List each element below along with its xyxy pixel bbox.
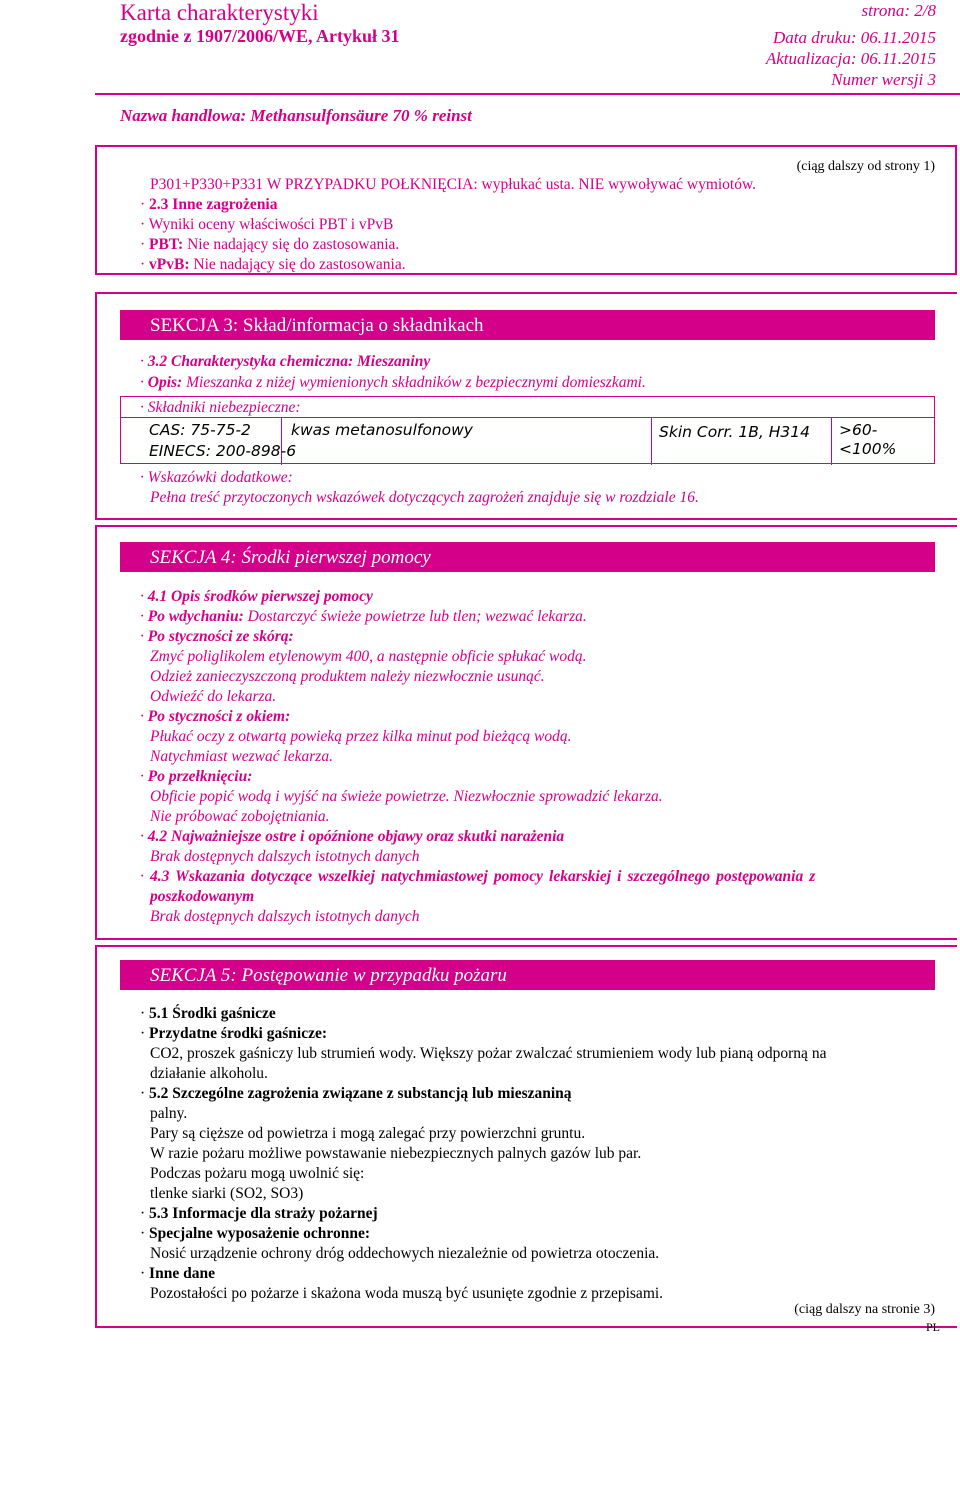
heading-5-1: · 5.1 Środki gaśnicze [140, 1005, 276, 1022]
section-3-title-bar [120, 310, 935, 340]
skin-label: · Po styczności ze skórą: [140, 628, 294, 645]
p301-statement: P301+P330+P331 W PRZYPADKU POŁKNIĘCIA: wypłukać usta. NIE wywoływać wymiotów. [150, 176, 757, 193]
heading-5-2: · 5.2 Szczególne zagrożenia związane z substancją lub mieszaniną [140, 1085, 572, 1102]
swallow-label: · Po przełknięciu: [140, 768, 253, 785]
heading-4-3-text: Brak dostępnych dalszych istotnych danych [150, 908, 420, 925]
section-4-title: SEKCJA 4: Środki pierwszej pomocy [150, 547, 431, 568]
heading-2-3: · 2.3 Inne zagrożenia [140, 196, 278, 213]
table-classification: Skin Corr. 1B, H314 [659, 423, 810, 441]
heading-4-3: · 4.3 Wskazania dotyczące wszelkiej natychmiastowej pomocy lekarskiej i szczególnego postępowania z [140, 868, 816, 885]
document-title: Karta charakterystyki [120, 0, 319, 25]
table-einecs: EINECS: 200-898-6 [149, 442, 297, 460]
table-divider [121, 417, 934, 418]
pbt-line: · PBT: Nie nadający się do zastosowania. [140, 236, 400, 253]
skin-text-1: Zmyć poliglikolem etylenowym 400, a następnie obficie spłukać wodą. [150, 648, 587, 665]
section-5-title: SEKCJA 5: Postępowanie w przypadku pożaru [150, 965, 507, 986]
components-table [120, 396, 935, 464]
document-subtitle: zgodnie z 1907/2006/WE, Artykuł 31 [120, 26, 400, 46]
additional-info-text: Pełna treść przytoczonych wskazówek dotyczących zagrożeń znajduje się w rozdziale 16. [150, 489, 699, 506]
heading-4-3-cont: poszkodowanym [150, 888, 255, 905]
eye-text-2: Natychmiast wezwać lekarza. [150, 748, 333, 765]
table-col-divider-3 [831, 417, 832, 465]
version-number: Numer wersji 3 [831, 70, 936, 89]
h52-text-2: Pary są cięższe od powietrza i mogą zalegać przy powierzchni gruntu. [150, 1125, 586, 1142]
equipment-text: Nosić urządzenie ochrony dróg oddechowych niezależnie od powietrza otoczenia. [150, 1245, 660, 1262]
table-col-divider-2 [651, 417, 652, 465]
eye-label: · Po styczności z okiem: [140, 708, 291, 725]
h52-text-5: tlenke siarki (SO2, SO3) [150, 1185, 304, 1202]
table-cas: CAS: 75-75-2 [149, 421, 251, 439]
swallow-text-2: Nie próbować zobojętniania. [150, 808, 330, 825]
description-line: · Opis: Mieszanka z niżej wymienionych składników z bezpiecznymi domieszkami. [140, 374, 646, 391]
page-number: strona: 2/8 [861, 1, 936, 20]
heading-3-2: · 3.2 Charakterystyka chemiczna: Mieszaniny [140, 353, 431, 370]
vpvb-line: · vPvB: Nie nadający się do zastosowania. [140, 256, 406, 273]
h52-text-3: W razie pożaru możliwe powstawanie niebezpiecznych palnych gazów lub par. [150, 1145, 642, 1162]
trade-name: Nazwa handlowa: Methansulfonsäure 70 % reinst [120, 106, 472, 125]
pbt-vpvb-title: · Wyniki oceny właściwości PBT i vPvB [140, 216, 394, 233]
skin-text-2: Odzież zanieczyszczoną produktem należy niezwłocznie usunąć. [150, 668, 545, 685]
continued-to: (ciąg dalszy na stronie 3) [794, 1302, 935, 1317]
heading-4-2: · 4.2 Najważniejsze ostre i opóźnione objawy oraz skutki narażenia [140, 828, 565, 845]
inhalation-line: · Po wdychaniu: Dostarczyć świeże powietrze lub tlen; wezwać lekarza. [140, 608, 587, 625]
equipment-label: · Specjalne wyposażenie ochronne: [140, 1225, 371, 1242]
other-data-label: · Inne dane [140, 1265, 215, 1282]
suitable-text-2: działanie alkoholu. [150, 1065, 268, 1082]
skin-text-3: Odwieźć do lekarza. [150, 688, 277, 705]
eye-text-1: Płukać oczy z otwartą powieką przez kilka minut pod bieżącą wodą. [150, 728, 572, 745]
suitable-text-1: CO2, proszek gaśniczy lub strumień wody. Większy pożar zwalczać strumieniem wody lub pianą odporną na [150, 1045, 827, 1062]
section-4-title-bar [120, 542, 935, 572]
section-3-title: SEKCJA 3: Skład/informacja o składnikach [150, 315, 484, 336]
section-5-title-bar [120, 960, 935, 990]
h52-text-1: palny. [150, 1105, 188, 1122]
country-code: PL [925, 1320, 940, 1334]
continued-from: (ciąg dalszy od strony 1) [796, 159, 935, 174]
heading-4-1: · 4.1 Opis środków pierwszej pomocy [140, 588, 373, 605]
suitable-label: · Przydatne środki gaśnicze: [140, 1025, 327, 1042]
table-substance-name: kwas metanosulfonowy [291, 421, 473, 439]
heading-4-2-text: Brak dostępnych dalszych istotnych danych [150, 848, 420, 865]
print-date: Data druku: 06.11.2015 [772, 28, 936, 47]
table-concentration: >60-<100% [839, 421, 897, 458]
hazardous-components-label: · Składniki niebezpieczne: [140, 399, 301, 416]
heading-5-3: · 5.3 Informacje dla straży pożarnej [140, 1205, 378, 1222]
swallow-text-1: Obficie popić wodą i wyjść na świeże powietrze. Niezwłocznie sprowadzić lekarza. [150, 788, 663, 805]
header-divider [95, 93, 960, 95]
additional-info-label: · Wskazówki dodatkowe: [140, 469, 293, 486]
other-data-text: Pozostałości po pożarze i skażona woda muszą być usunięte zgodnie z przepisami. [150, 1285, 664, 1302]
h52-text-4: Podczas pożaru mogą uwolnić się: [150, 1165, 365, 1182]
update-date: Aktualizacja: 06.11.2015 [765, 49, 936, 68]
